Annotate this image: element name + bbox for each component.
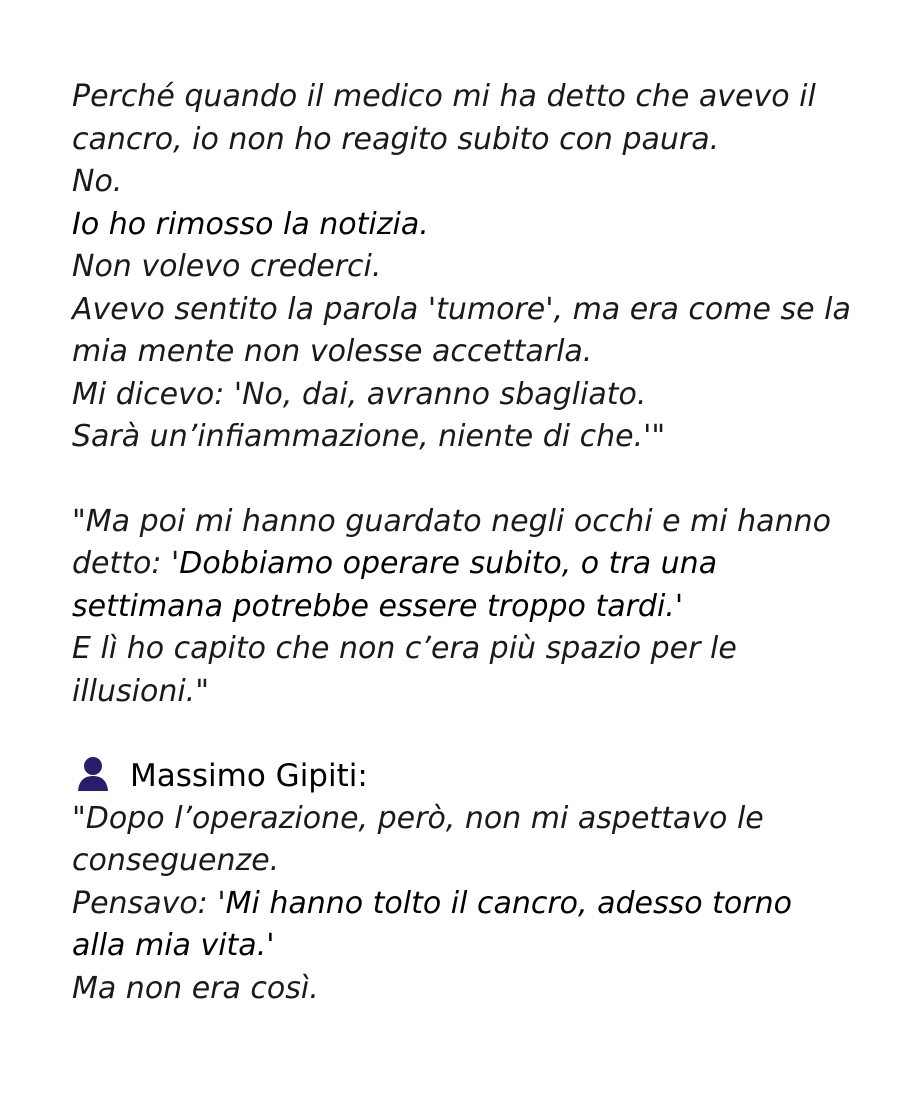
text-line: Sarà un’infiammazione, niente di che.'": [72, 419, 666, 454]
text-line-mixed: [72, 543, 852, 586]
paragraph-gap: [72, 713, 852, 755]
text-line: E lì ho capito che non c’era più spazio per le: [72, 631, 737, 666]
emphasis-segment: Dobbiamo operare subito, o tra una: [179, 546, 718, 581]
paragraph-aftermath: [72, 798, 852, 1011]
text-line-mixed: [72, 925, 852, 968]
text-line: conseguenze.: [72, 843, 280, 878]
text-segment: ': [674, 588, 684, 624]
text-line: Ma non era così.: [72, 970, 319, 1006]
emphasis-segment: settimana potrebbe essere troppo tardi.: [72, 588, 675, 624]
text-segment: ': [266, 928, 275, 963]
emphasis-line: Io ho rimosso la notizia.: [72, 206, 429, 242]
paragraph-surgery: [72, 501, 852, 714]
text-line: Non volevo crederci.: [72, 249, 382, 284]
text-line: Mi dicevo: 'No, dai, avranno sbagliato.: [72, 376, 647, 412]
text-line: illusioni.": [72, 673, 210, 709]
text-line: mia mente non volesse accettarla.: [72, 334, 593, 369]
paragraph-gap: [72, 459, 852, 501]
text-line: Perché quando il medico mi ha detto che avevo il: [72, 79, 816, 114]
text-line: No.: [72, 164, 123, 199]
emphasis-segment: alla mia vita.: [72, 928, 267, 963]
document-page: [72, 76, 852, 1010]
speaker-heading: [72, 755, 852, 798]
text-segment: Pensavo: ': [72, 885, 226, 921]
person-silhouette-icon: [76, 756, 110, 792]
text-line: "Ma poi mi hanno guardato negli occhi e mi hanno: [72, 503, 831, 539]
text-line-mixed: [72, 586, 852, 629]
text-line: Avevo sentito la parola 'tumore', ma era come se la: [72, 291, 851, 327]
text-line: cancro, io non ho reagito subito con paura.: [72, 121, 720, 157]
paragraph-diagnosis: [72, 76, 852, 459]
text-line: "Dopo l’operazione, però, non mi aspettavo le: [72, 800, 764, 836]
speaker-name: Massimo Gipiti:: [130, 758, 368, 794]
text-segment: detto: ': [72, 546, 180, 581]
emphasis-segment: Mi hanno tolto il cancro, adesso torno: [225, 885, 792, 921]
text-line-mixed: [72, 883, 852, 926]
